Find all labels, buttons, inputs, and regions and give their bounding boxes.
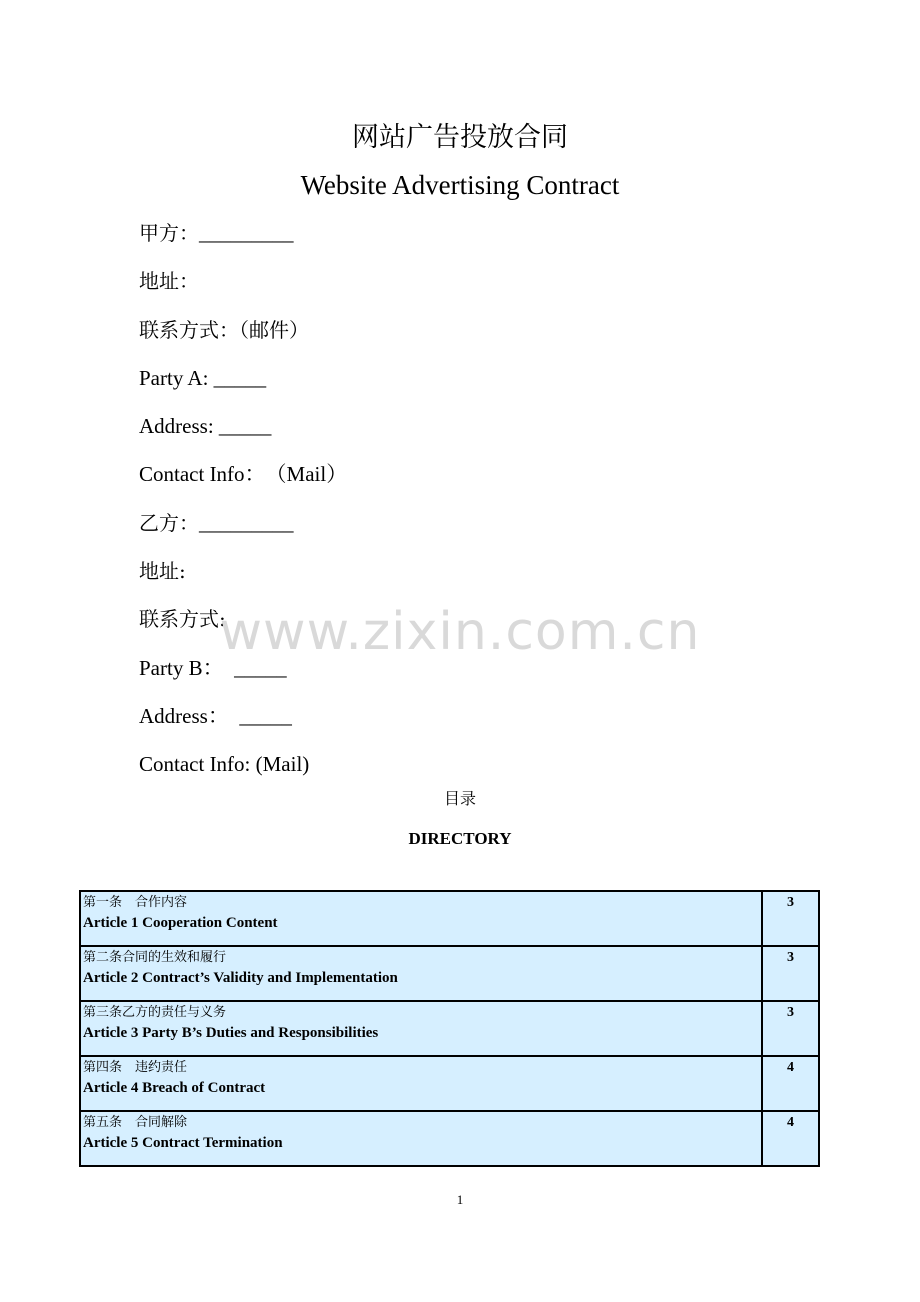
party-b-cn-contact xyxy=(139,597,839,645)
table-row xyxy=(80,891,819,946)
party-a-en-line xyxy=(139,356,839,404)
party-b-en-contact-label: Contact Info: (Mail) xyxy=(139,752,310,777)
directory-table xyxy=(79,890,820,1167)
toc-entry-cn: 第二条合同的生效和履行 xyxy=(83,950,227,965)
party-a-cn-contact-label: 联系方式：（邮件） xyxy=(139,317,309,342)
toc-entry-cn: 第三条乙方的责任与义务 xyxy=(83,1005,227,1020)
table-row xyxy=(80,1056,819,1111)
party-fields xyxy=(139,211,839,791)
party-a-en-address-blank: _____ xyxy=(218,414,272,439)
party-b-en-blank: _____ xyxy=(234,655,287,680)
title-english: Website Advertising Contract xyxy=(300,170,620,200)
party-a-cn-line xyxy=(139,211,839,259)
party-a-en-contact xyxy=(139,452,839,500)
party-a-cn-address xyxy=(139,259,839,307)
party-b-en-address-label: Address： xyxy=(139,703,240,728)
table-row xyxy=(80,1111,819,1166)
party-a-en-blank: _____ xyxy=(213,365,267,390)
party-b-en-address-blank: _____ xyxy=(239,703,292,728)
title-chinese: 网站广告投放合同 xyxy=(352,122,568,153)
party-b-cn-address xyxy=(139,549,839,597)
party-a-cn-label: 甲方： xyxy=(139,221,199,245)
toc-page-number: 3 xyxy=(762,946,819,1001)
watermark: www.zixin.com.cn xyxy=(219,602,701,662)
party-b-cn-line xyxy=(139,501,839,549)
toc-entry-en: Article 2 Contract’s Validity and Implementation xyxy=(83,970,398,986)
toc-entry-en: Article 4 Breach of Contract xyxy=(83,1080,266,1096)
party-a-en-address xyxy=(139,404,839,452)
toc-entry xyxy=(80,946,762,1001)
party-b-cn-blank: _________ xyxy=(199,510,294,535)
party-b-en-contact xyxy=(139,742,839,790)
toc-entry-en: Article 3 Party B’s Duties and Responsibilities xyxy=(83,1025,379,1041)
table-row xyxy=(80,946,819,1001)
party-b-cn-address-label: 地址: xyxy=(139,559,186,584)
party-a-cn-blank: _________ xyxy=(199,221,294,245)
party-b-en-line xyxy=(139,646,839,694)
toc-page-number: 3 xyxy=(762,891,819,946)
toc-entry-en: Article 1 Cooperation Content xyxy=(83,915,278,931)
party-b-en-address xyxy=(139,694,839,742)
party-a-en-address-label: Address: xyxy=(139,414,219,439)
toc-page-number: 4 xyxy=(762,1056,819,1111)
toc-page-number: 4 xyxy=(762,1111,819,1166)
toc-entry-cn: 第一条 合作内容 xyxy=(83,895,188,910)
toc-entry xyxy=(80,1111,762,1166)
directory-title-chinese: 目录 xyxy=(443,789,476,808)
party-b-cn-contact-label: 联系方式: xyxy=(139,607,226,632)
party-b-cn-label: 乙方： xyxy=(139,510,199,535)
toc-entry xyxy=(80,1056,762,1111)
party-b-en-label: Party B： xyxy=(139,655,235,680)
toc-entry-cn: 第五条 合同解除 xyxy=(83,1115,188,1130)
party-a-cn-address-label: 地址： xyxy=(139,269,199,294)
party-a-en-label: Party A: xyxy=(139,365,214,390)
directory-title-english: DIRECTORY xyxy=(408,829,512,848)
toc-page-number: 3 xyxy=(762,1001,819,1056)
party-a-cn-contact xyxy=(139,308,839,356)
table-row xyxy=(80,1001,819,1056)
party-a-en-contact-label: Contact Info： （Mail） xyxy=(139,462,348,487)
toc-entry xyxy=(80,1001,762,1056)
toc-entry-en: Article 5 Contract Termination xyxy=(83,1135,283,1151)
toc-entry xyxy=(80,891,762,946)
page-number: 1 xyxy=(456,1192,464,1207)
toc-entry-cn: 第四条 违约责任 xyxy=(83,1060,188,1075)
